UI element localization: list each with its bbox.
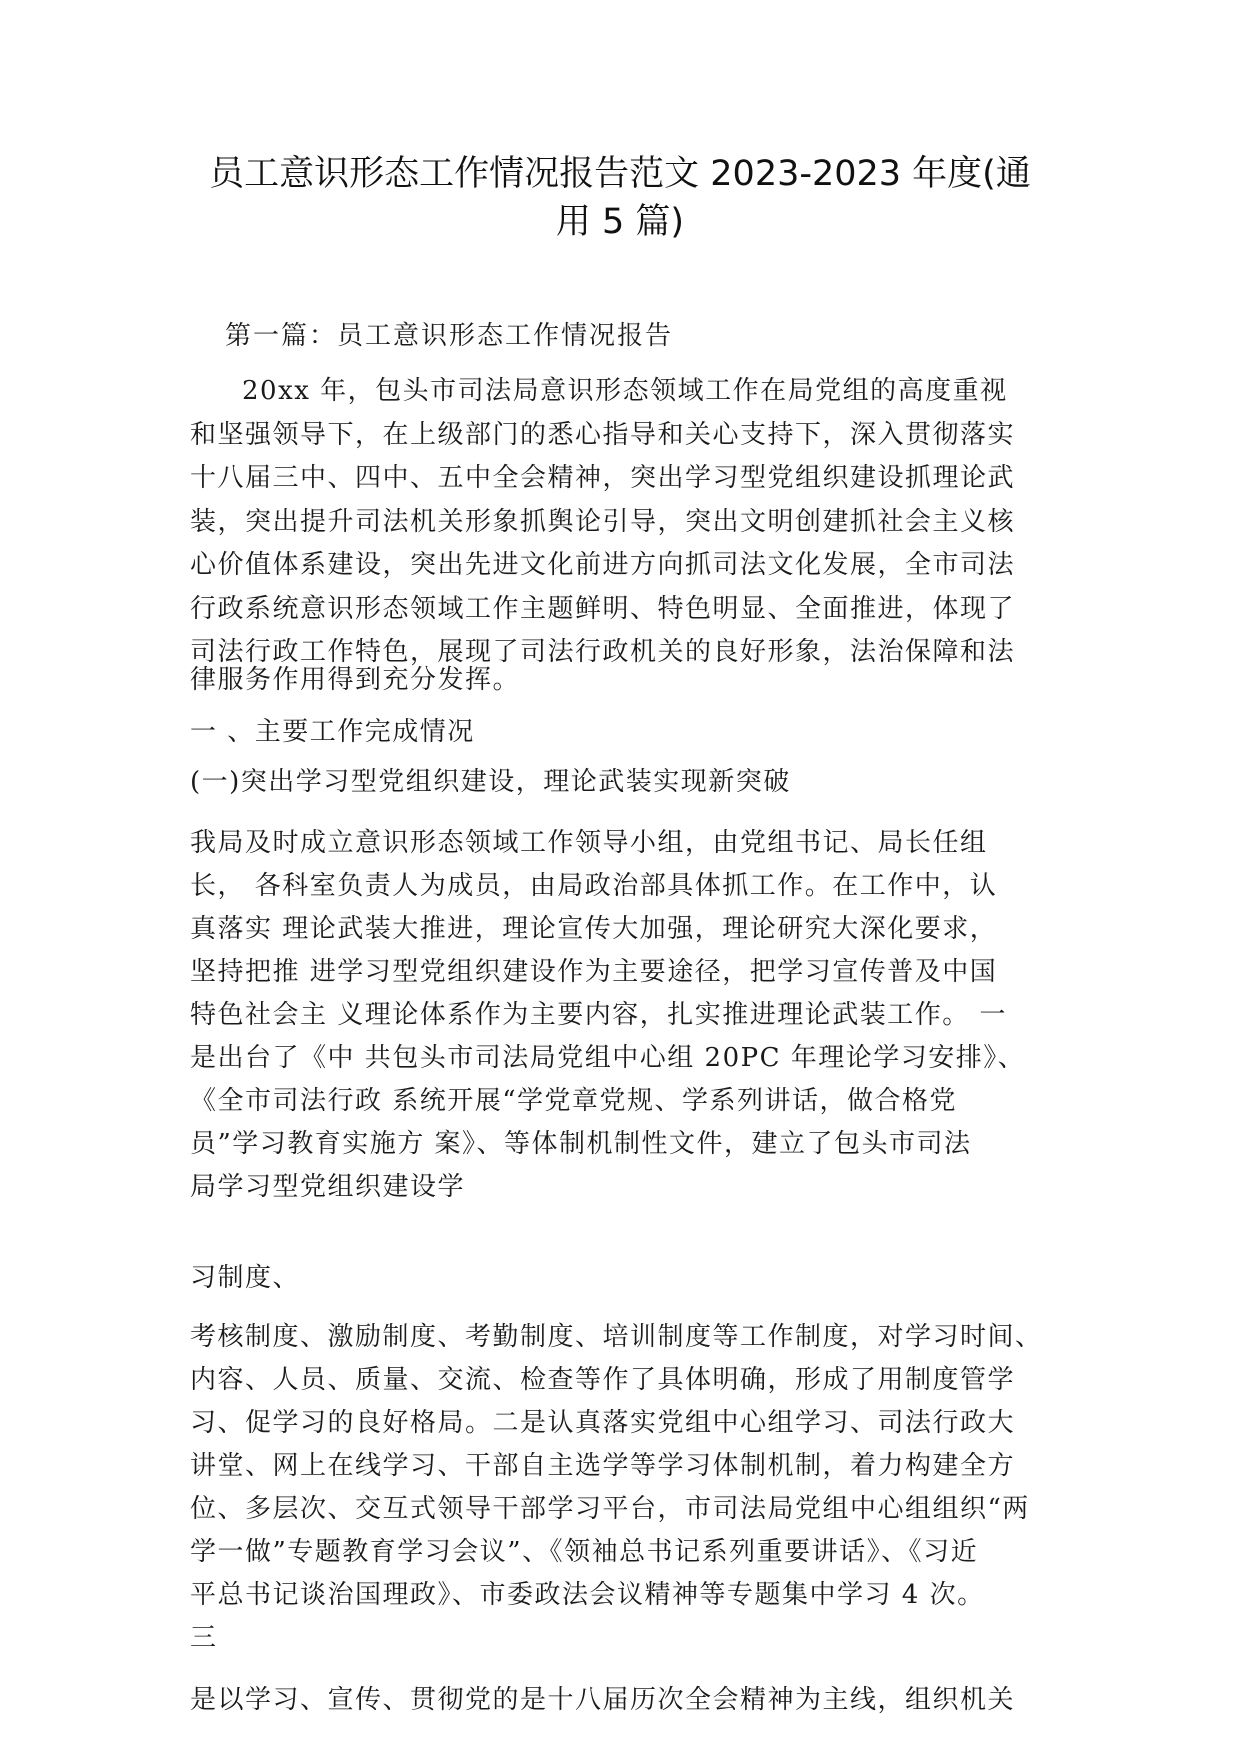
heading-main-work: 一 、主要工作完成情况 [190,717,475,747]
paragraph-line: 十八届三中、四中、五中全会精神，突出学习型党组织建设抓理论武 [190,463,1016,493]
paragraph-line: 心价值体系建设，突出先进文化前进方向抓司法文化发展，全市司法 [190,550,1016,580]
paragraph-line: 装，突出提升司法机关形象抓舆论引导，突出文明创建抓社会主义核 [190,506,1016,537]
paragraph-fragment: 习制度、 [190,1263,301,1293]
paragraph-1-last-line: 律服务作用得到充分发挥。 [190,665,521,695]
section-heading: 第一篇：员工意识形态工作情况报告 [225,321,674,351]
paragraph-1 [190,370,1070,675]
paragraph-line: 员”学习教育实施方 案》、等体制机制性文件，建立了包头市司法 [190,1129,972,1159]
paragraph-line: 局学习型党组织建设学 [190,1172,466,1202]
paragraph-line: 长， 各科室负责人为成员，由局政治部具体抓工作。在工作中，认 [190,871,998,901]
document-title [140,150,1100,246]
paragraph-line: 内容、人员、质量、交流、检查等作了具体明确，形成了用制度管学 [190,1365,1016,1395]
paragraph-line: 三 [190,1623,218,1653]
paragraph-line: 司法行政工作特色，展现了司法行政机关的良好形象，法治保障和法 [190,637,1016,667]
paragraph-line: 特色社会主 义理论体系作为主要内容，扎实推进理论武装工作。 一 [190,1000,1008,1030]
paragraph-line: 学一做”专题教育学习会议”、《领袖总书记系列重要讲话》、《习近 [190,1537,979,1567]
paragraph-line: 行政系统意识形态领域工作主题鲜明、特色明显、全面推进，体现了 [190,593,1016,624]
paragraph-line: 是出台了《中 共包头市司法局党组中心组 20PC 年理论学习安排》、 [190,1043,1026,1073]
paragraph-4-line: 是以学习、宣传、贯彻党的是十八届历次全会精神为主线，组织机关 [190,1685,1016,1715]
paragraph-line: 真落实 理论武装大推进，理论宣传大加强，理论研究大深化要求， [190,914,998,944]
paragraph-line: 讲堂、网上在线学习、干部自主选学等学习体制机制，着力构建全方 [190,1451,1016,1481]
paragraph-line: 和坚强领导下，在上级部门的悉心指导和关心支持下，深入贯彻落实 [190,419,1016,450]
paragraph-line: 习、促学习的良好格局。二是认真落实党组中心组学习、司法行政大 [190,1408,1016,1438]
heading-sub-1: (一)突出学习型党组织建设，理论武装实现新突破 [190,767,791,797]
paragraph-line: 平总书记谈治国理政》、市委政法会议精神等专题集中学习 4 次。 [190,1580,985,1610]
paragraph-line: 我局及时成立意识形态领域工作领导小组，由党组书记、局长任组 [190,828,988,858]
paragraph-line: 考核制度、激励制度、考勤制度、培训制度等工作制度，对学习时间、 [190,1322,1043,1352]
paragraph-line: 位、多层次、交互式领导干部学习平台，市司法局党组中心组组织“两 [190,1494,1030,1524]
paragraph-line: 《全市司法行政 系统开展“学党章党规、学系列讲话，做合格党 [190,1086,958,1116]
title-line-2: 用 5 篇) [555,202,685,242]
title-line-1: 员工意识形态工作情况报告范文 2023-2023 年度(通 [209,154,1031,194]
paragraph-line: 20xx 年，包头市司法局意识形态领域工作在局党组的高度重视 [242,376,1008,406]
paragraph-3 [190,1316,1070,1660]
paragraph-2 [190,822,1070,1209]
paragraph-line: 坚持把推 进学习型党组织建设作为主要途径，把学习宣传普及中国 [190,957,998,987]
